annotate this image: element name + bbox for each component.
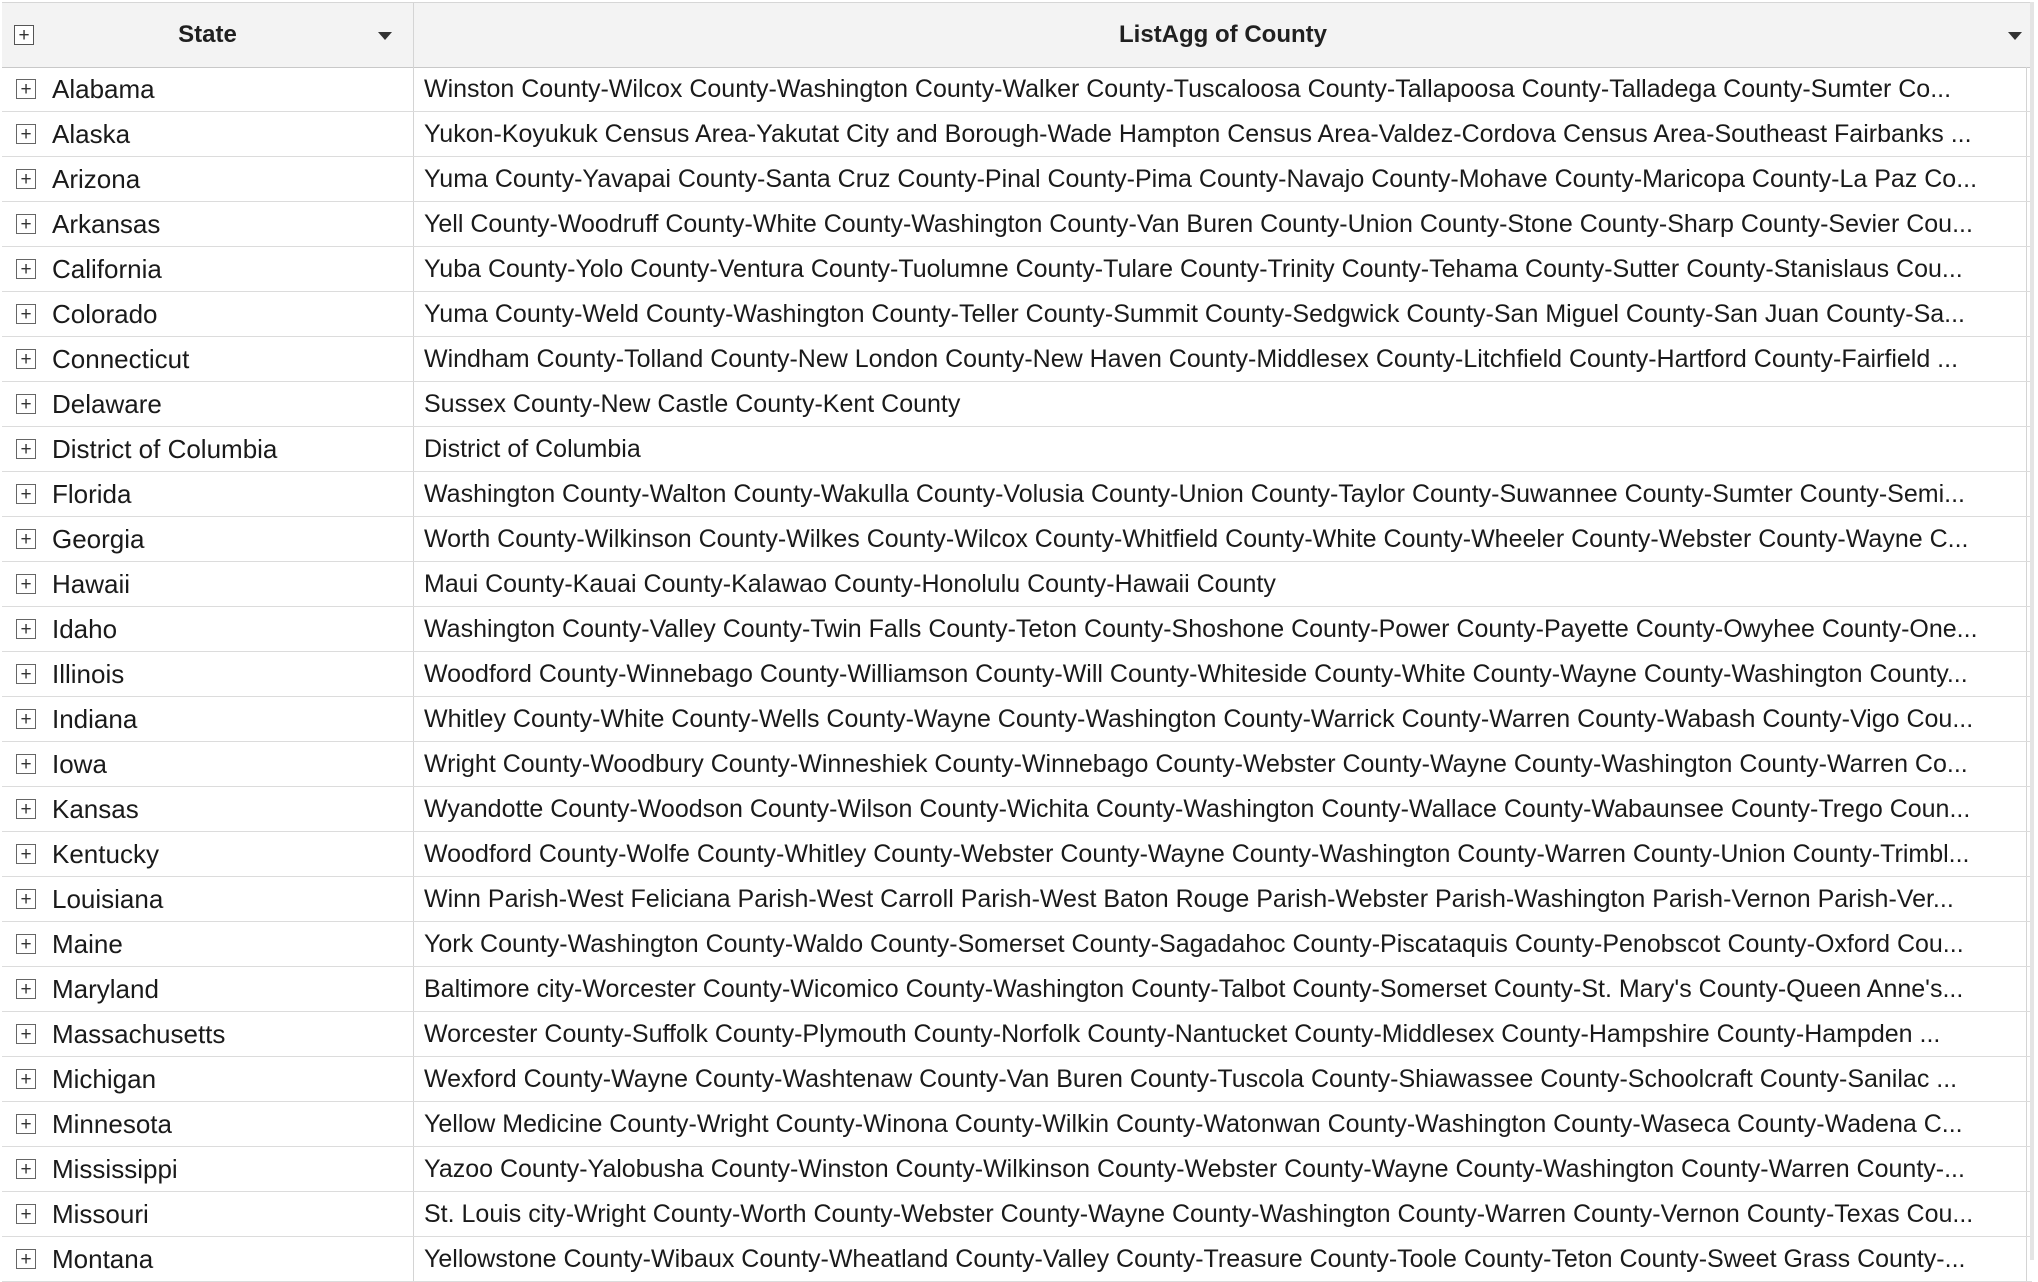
- state-cell[interactable]: [2, 292, 414, 336]
- table-row[interactable]: [2, 472, 2032, 517]
- state-cell[interactable]: [2, 1237, 414, 1281]
- state-name: Kansas: [52, 794, 139, 824]
- county-list-cell[interactable]: [414, 922, 2027, 966]
- county-list-text: Whitley County-White County-Wells County-Wayne County-Washington County-Warrick County-Warren County-Wabash County-Vigo Cou...: [424, 705, 1974, 733]
- table-row[interactable]: [2, 202, 2032, 247]
- state-name: Massachusetts: [52, 1019, 226, 1049]
- state-cell[interactable]: [2, 382, 414, 426]
- state-cell[interactable]: [2, 697, 414, 741]
- state-name: Delaware: [52, 389, 162, 419]
- state-cell[interactable]: [2, 922, 414, 966]
- expand-row-icon[interactable]: +: [16, 664, 36, 684]
- county-list-text: Yuma County-Yavapai County-Santa Cruz County-Pinal County-Pima County-Navajo County-Mohave County-Maricopa County-La Paz Co...: [424, 165, 1978, 193]
- state-name: Colorado: [52, 299, 158, 329]
- table-row[interactable]: [2, 337, 2032, 382]
- county-list-text: Wright County-Woodbury County-Winneshiek County-Winnebago County-Webster County-Wayne County-Washington County-Warren Co...: [424, 750, 1968, 778]
- county-list-text: Yellowstone County-Wibaux County-Wheatland County-Valley County-Treasure County-Toole County-Teton County-Sweet Grass County-...: [424, 1245, 1966, 1273]
- county-list-text: Sussex County-New Castle County-Kent County: [424, 390, 961, 418]
- county-list-text: Wyandotte County-Woodson County-Wilson County-Wichita County-Washington County-Wallace County-Wabaunsee County-Trego Coun...: [424, 795, 1971, 823]
- column-header-county-label: ListAgg of County: [1119, 21, 1327, 48]
- table-row[interactable]: [2, 1102, 2032, 1147]
- table-row[interactable]: [2, 607, 2032, 652]
- expand-row-icon[interactable]: +: [16, 169, 36, 189]
- table-row[interactable]: [2, 112, 2032, 157]
- table-header: [2, 2, 2032, 68]
- table-row[interactable]: [2, 157, 2032, 202]
- county-list-cell[interactable]: [414, 67, 2027, 111]
- county-list-text: Yell County-Woodruff County-White County-Washington County-Van Buren County-Union County-Stone County-Sharp County-Sevier Cou...: [424, 210, 1973, 238]
- county-list-text: Yuba County-Yolo County-Ventura County-Tuolumne County-Tulare County-Trinity County-Tehama County-Sutter County-Stanislaus Cou...: [424, 255, 1963, 283]
- county-list-text: York County-Washington County-Waldo County-Somerset County-Sagadahoc County-Piscataquis County-Penobscot County-Oxford Cou...: [424, 930, 1964, 958]
- county-list-cell[interactable]: [414, 967, 2027, 1011]
- expand-row-icon[interactable]: +: [16, 1159, 36, 1179]
- state-name: Illinois: [52, 659, 125, 689]
- county-list-cell[interactable]: [414, 787, 2027, 831]
- county-list-cell[interactable]: [414, 472, 2027, 516]
- county-list-cell[interactable]: [414, 1012, 2027, 1056]
- vertical-scrollbar[interactable]: [2030, 2, 2034, 1260]
- county-list-cell[interactable]: [414, 517, 2027, 561]
- table-row[interactable]: [2, 382, 2032, 427]
- county-list-text: Wexford County-Wayne County-Washtenaw County-Van Buren County-Tuscola County-Shiawassee County-Schoolcraft County-Sanilac ...: [424, 1065, 1958, 1093]
- table-row[interactable]: [2, 787, 2032, 832]
- state-cell[interactable]: [2, 562, 414, 606]
- state-name: Montana: [52, 1244, 154, 1274]
- county-list-cell[interactable]: [414, 382, 2027, 426]
- table-row[interactable]: [2, 877, 2032, 922]
- state-cell[interactable]: [2, 877, 414, 921]
- county-list-text: Worth County-Wilkinson County-Wilkes County-Wilcox County-Whitfield County-White County-Wheeler County-Webster County-Wayne C...: [424, 525, 1969, 553]
- county-list-text: Yazoo County-Yalobusha County-Winston County-Wilkinson County-Webster County-Wayne County-Washington County-Warren County-...: [424, 1155, 1965, 1183]
- state-name: Iowa: [52, 749, 107, 779]
- state-name: Connecticut: [52, 344, 190, 374]
- expand-row-icon[interactable]: +: [16, 1024, 36, 1044]
- expand-row-icon[interactable]: +: [16, 889, 36, 909]
- state-cell[interactable]: [2, 1057, 414, 1101]
- expand-row-icon[interactable]: +: [16, 439, 36, 459]
- county-list-cell[interactable]: [414, 202, 2027, 246]
- state-name: Michigan: [52, 1064, 157, 1094]
- county-list-text: Winn Parish-West Feliciana Parish-West Carroll Parish-West Baton Rouge Parish-Webster Parish-Washington Parish-Vernon Parish-Ver...: [424, 885, 1954, 913]
- county-list-text: Maui County-Kauai County-Kalawao County-Honolulu County-Hawaii County: [424, 570, 1276, 598]
- state-cell[interactable]: [2, 67, 414, 111]
- state-cell[interactable]: [2, 157, 414, 201]
- state-name: Georgia: [52, 524, 145, 554]
- table-row[interactable]: [2, 1192, 2032, 1237]
- county-list-text: Winston County-Wilcox County-Washington County-Walker County-Tuscaloosa County-Tallapoosa County-Talladega County-Sumter Co...: [424, 75, 1952, 103]
- expand-row-icon[interactable]: +: [16, 1114, 36, 1134]
- expand-row-icon[interactable]: +: [16, 1204, 36, 1224]
- state-name: Minnesota: [52, 1109, 172, 1139]
- state-name: Arkansas: [52, 209, 161, 239]
- expand-row-icon[interactable]: +: [16, 124, 36, 144]
- table-row[interactable]: [2, 967, 2032, 1012]
- county-list-cell[interactable]: [414, 112, 2027, 156]
- expand-row-icon[interactable]: +: [16, 214, 36, 234]
- state-cell[interactable]: [2, 337, 414, 381]
- column-header-state-label: State: [178, 21, 237, 48]
- state-cell[interactable]: [2, 652, 414, 696]
- state-name: Hawaii: [52, 569, 131, 599]
- county-list-text: Worcester County-Suffolk County-Plymouth County-Norfolk County-Nantucket County-Middlesex County-Hampshire County-Hampden ...: [424, 1020, 1941, 1048]
- state-name: Maryland: [52, 974, 159, 1004]
- state-name: Mississippi: [52, 1154, 178, 1184]
- county-list-cell[interactable]: [414, 742, 2027, 786]
- state-name: Louisiana: [52, 884, 164, 914]
- expand-row-icon[interactable]: +: [16, 574, 36, 594]
- county-list-cell[interactable]: [414, 607, 2027, 651]
- state-cell[interactable]: [2, 247, 414, 291]
- table-row[interactable]: [2, 1237, 2032, 1282]
- county-list-text: St. Louis city-Wright County-Worth County-Webster County-Wayne County-Washington County-Warren County-Vernon County-Texas Cou...: [424, 1200, 1974, 1228]
- state-cell[interactable]: [2, 112, 414, 156]
- expand-row-icon[interactable]: +: [16, 304, 36, 324]
- expand-row-icon[interactable]: +: [16, 259, 36, 279]
- table-row[interactable]: [2, 652, 2032, 697]
- county-list-cell[interactable]: [414, 292, 2027, 336]
- county-list-cell[interactable]: [414, 697, 2027, 741]
- expand-row-icon[interactable]: +: [16, 979, 36, 999]
- table-row[interactable]: [2, 562, 2032, 607]
- state-cell[interactable]: [2, 967, 414, 1011]
- county-list-text: Woodford County-Winnebago County-Williamson County-Will County-Whiteside County-White County-Wayne County-Washington County...: [424, 660, 1968, 688]
- table-body: [2, 67, 2032, 1282]
- table-row[interactable]: [2, 247, 2032, 292]
- state-cell[interactable]: [2, 742, 414, 786]
- county-list-text: Yellow Medicine County-Wright County-Winona County-Wilkin County-Watonwan County-Washington County-Waseca County-Wadena C...: [424, 1110, 1963, 1138]
- column-header-county[interactable]: [414, 3, 2032, 67]
- state-name: Kentucky: [52, 839, 159, 869]
- expand-row-icon[interactable]: +: [16, 709, 36, 729]
- state-cell[interactable]: [2, 832, 414, 876]
- state-cell[interactable]: [2, 202, 414, 246]
- table-row[interactable]: [2, 292, 2032, 337]
- state-name: Missouri: [52, 1199, 149, 1229]
- table-row[interactable]: [2, 1147, 2032, 1192]
- expand-all-button[interactable]: +: [14, 25, 34, 45]
- county-list-cell[interactable]: [414, 337, 2027, 381]
- state-name: Alabama: [52, 74, 155, 104]
- county-list-cell[interactable]: [414, 1102, 2027, 1146]
- county-list-cell[interactable]: [414, 1192, 2027, 1236]
- state-cell[interactable]: [2, 427, 414, 471]
- chevron-down-icon[interactable]: [2008, 32, 2022, 40]
- table-row[interactable]: [2, 697, 2032, 742]
- expand-row-icon[interactable]: +: [16, 484, 36, 504]
- county-list-text: District of Columbia: [424, 435, 641, 463]
- expand-row-icon[interactable]: +: [16, 349, 36, 369]
- table-row[interactable]: [2, 1057, 2032, 1102]
- state-cell[interactable]: [2, 787, 414, 831]
- state-cell[interactable]: [2, 1102, 414, 1146]
- column-header-state[interactable]: [2, 3, 414, 67]
- county-list-cell[interactable]: [414, 1237, 2027, 1281]
- state-cell[interactable]: [2, 1192, 414, 1236]
- county-list-cell[interactable]: [414, 1147, 2027, 1191]
- county-list-cell[interactable]: [414, 562, 2027, 606]
- county-list-cell[interactable]: [414, 877, 2027, 921]
- expand-row-icon[interactable]: +: [16, 79, 36, 99]
- county-list-text: Baltimore city-Worcester County-Wicomico County-Washington County-Talbot County-Somerset County-St. Mary's County-Queen Anne's...: [424, 975, 1964, 1003]
- county-list-cell[interactable]: [414, 1057, 2027, 1101]
- county-list-cell[interactable]: [414, 247, 2027, 291]
- state-cell[interactable]: [2, 1012, 414, 1056]
- county-list-text: Windham County-Tolland County-New London County-New Haven County-Middlesex County-Litchfield County-Hartford County-Fairfield ...: [424, 345, 1959, 373]
- county-list-cell[interactable]: [414, 832, 2027, 876]
- state-cell[interactable]: [2, 607, 414, 651]
- table-row[interactable]: [2, 67, 2032, 112]
- expand-row-icon[interactable]: +: [16, 754, 36, 774]
- state-name: Idaho: [52, 614, 118, 644]
- expand-row-icon[interactable]: +: [16, 1249, 36, 1269]
- table-row[interactable]: [2, 517, 2032, 562]
- expand-row-icon[interactable]: +: [16, 529, 36, 549]
- expand-row-icon[interactable]: +: [16, 844, 36, 864]
- table-row[interactable]: [2, 922, 2032, 967]
- county-list-text: Washington County-Walton County-Wakulla County-Volusia County-Union County-Taylor County-Suwannee County-Sumter County-Semi...: [424, 480, 1965, 508]
- state-name: District of Columbia: [52, 434, 278, 464]
- state-name: Florida: [52, 479, 132, 509]
- expand-row-icon[interactable]: +: [16, 799, 36, 819]
- state-name: Indiana: [52, 704, 138, 734]
- state-cell[interactable]: [2, 472, 414, 516]
- expand-row-icon[interactable]: +: [16, 394, 36, 414]
- chevron-down-icon[interactable]: [378, 32, 392, 40]
- state-name: Arizona: [52, 164, 141, 194]
- county-list-text: Washington County-Valley County-Twin Falls County-Teton County-Shoshone County-Power County-Payette County-Owyhee County-One...: [424, 615, 1978, 643]
- county-list-cell[interactable]: [414, 652, 2027, 696]
- state-name: Alaska: [52, 119, 131, 149]
- table-row[interactable]: [2, 427, 2032, 472]
- county-list-text: Woodford County-Wolfe County-Whitley County-Webster County-Wayne County-Washington County-Warren County-Union County-Trimbl...: [424, 840, 1970, 868]
- state-cell[interactable]: [2, 517, 414, 561]
- expand-row-icon[interactable]: +: [16, 934, 36, 954]
- county-list-cell[interactable]: [414, 427, 2027, 471]
- table-row[interactable]: [2, 1012, 2032, 1057]
- state-cell[interactable]: [2, 1147, 414, 1191]
- table-row[interactable]: [2, 742, 2032, 787]
- county-list-text: Yukon-Koyukuk Census Area-Yakutat City and Borough-Wade Hampton Census Area-Valdez-Cordova Census Area-Southeast Fairbanks ...: [424, 120, 1972, 148]
- state-name: Maine: [52, 929, 123, 959]
- table-row[interactable]: [2, 832, 2032, 877]
- expand-row-icon[interactable]: +: [16, 619, 36, 639]
- expand-row-icon[interactable]: +: [16, 1069, 36, 1089]
- county-list-cell[interactable]: [414, 157, 2027, 201]
- county-list-text: Yuma County-Weld County-Washington County-Teller County-Summit County-Sedgwick County-San Miguel County-San Juan County-Sa...: [424, 300, 1965, 328]
- state-name: California: [52, 254, 162, 284]
